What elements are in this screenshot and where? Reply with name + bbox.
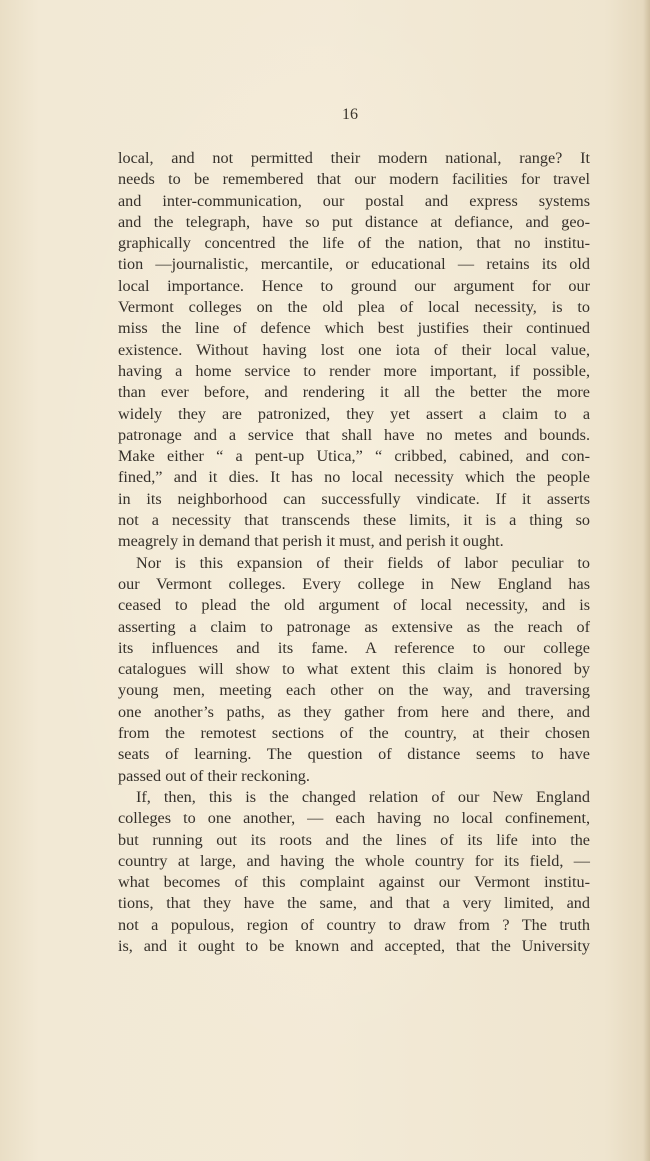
text-line: fined,” and it dies. It has no local necessity which the people [118,468,590,487]
text-line: but running out its roots and the lines of its life into the [118,830,590,849]
text-line: young men, meeting each other on the way, and traversing [118,681,590,700]
text-line: is, and it ought to be known and accepted, that the University [118,936,590,955]
page-number: 16 [342,106,358,123]
paragraph-end-line: meagrely in demand that perish it must, and perish it ought. [118,532,504,551]
text-line: its influences and its fame. A reference to our college [118,638,590,657]
text-line: country at large, and having the whole country for its field, — [118,851,590,870]
text-line: seats of learning. The question of distance seems to have [118,745,590,764]
text-line: and inter-communication, our postal and express systems [118,191,590,210]
text-line: not a necessity that transcends these limits, it is a thing so [118,511,590,530]
text-line: not a populous, region of country to draw from ? The truth [118,915,590,934]
text-line: graphically concentred the life of the nation, that no institu- [118,234,590,253]
text-line: catalogues will show to what extent this claim is honored by [118,660,590,679]
text-line: tions, that they have the same, and that a very limited, and [118,894,590,913]
text-line: miss the line of defence which best justifies their continued [118,319,590,338]
paragraph-start-line: If, then, this is the changed relation of our New England [136,787,590,806]
text-line: one another’s paths, as they gather from here and there, and [118,702,590,721]
text-line: local importance. Hence to ground our argument for our [118,276,590,295]
text-line: needs to be remembered that our modern facilities for travel [118,170,590,189]
paragraph-start-line: Nor is this expansion of their fields of labor peculiar to [136,553,590,572]
text-line: widely they are patronized, they yet assert a claim to a [118,404,590,423]
text-line: Make either “ a pent-up Utica,” “ cribbed, cabined, and con- [118,447,590,466]
text-line: colleges to one another, — each having no local confinement, [118,809,590,828]
body-text [118,148,590,957]
text-line: tion —journalistic, mercantile, or educational — retains its old [118,255,590,274]
text-line: our Vermont colleges. Every college in New England has [118,574,590,593]
text-line: having a home service to render more important, if possible, [118,361,590,380]
text-line: existence. Without having lost one iota of their local value, [118,340,590,359]
text-line: Vermont colleges on the old plea of local necessity, is to [118,298,590,317]
text-line: patronage and a service that shall have no metes and bounds. [118,425,590,444]
text-line: than ever before, and rendering it all the better the more [118,383,590,402]
page-edge-shadow [643,0,650,1161]
text-line: ceased to plead the old argument of local necessity, and is [118,596,590,615]
text-line: asserting a claim to patronage as extensive as the reach of [118,617,590,636]
text-line: what becomes of this complaint against our Vermont institu- [118,873,590,892]
text-line: from the remotest sections of the country, at their chosen [118,724,590,743]
text-line: in its neighborhood can successfully vindicate. If it asserts [118,489,590,508]
text-line: and the telegraph, have so put distance at defiance, and geo- [118,212,590,231]
text-line: local, and not permitted their modern national, range? It [118,149,590,167]
paragraph-end-line: passed out of their reckoning. [118,766,310,785]
